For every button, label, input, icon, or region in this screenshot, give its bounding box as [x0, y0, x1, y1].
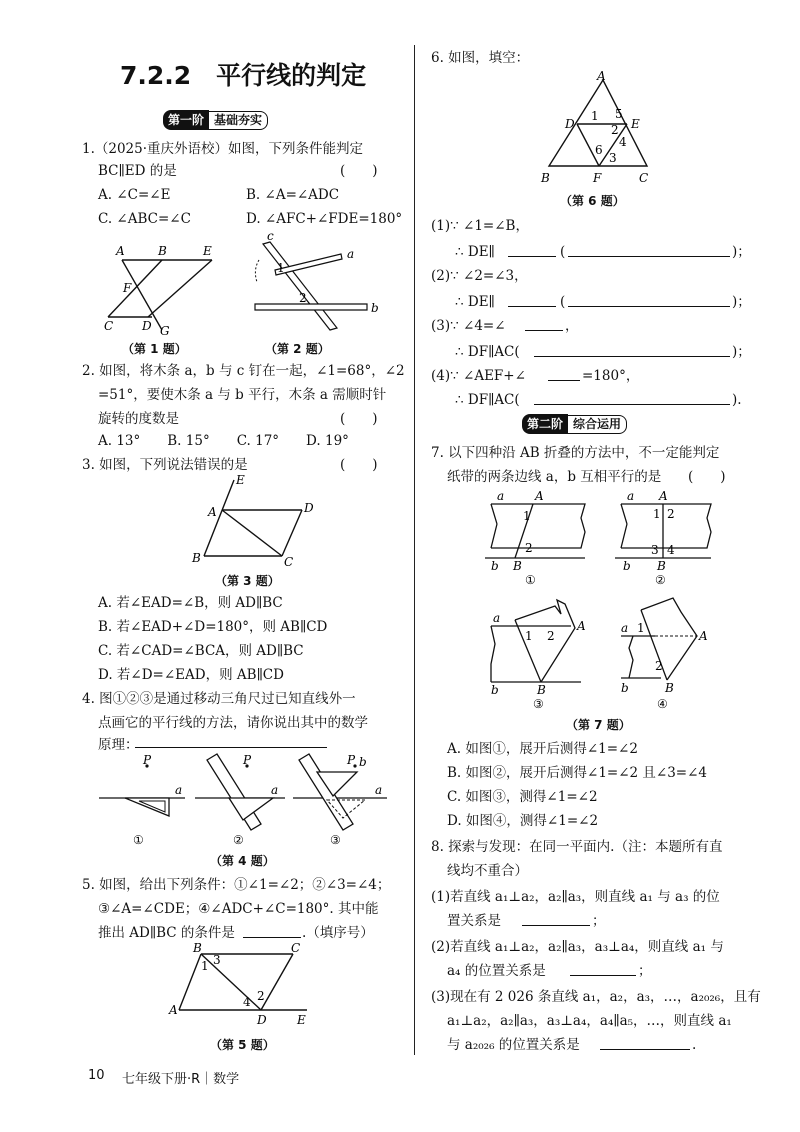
caption-q2: （第 2 题）	[265, 342, 330, 356]
svg-text:b: b	[621, 681, 629, 695]
svg-text:③: ③	[533, 697, 544, 710]
q6-part4-close-paren: ).	[732, 392, 742, 408]
svg-text:a: a	[493, 611, 501, 625]
svg-text:6: 6	[595, 143, 603, 157]
svg-text:4: 4	[619, 135, 627, 149]
svg-text:①: ①	[525, 573, 536, 587]
svg-text:a: a	[271, 783, 279, 797]
q6-part3-blank-angle[interactable]	[525, 330, 563, 331]
section-badge-left: 第一阶	[163, 110, 209, 130]
svg-text:4: 4	[667, 543, 675, 557]
svg-text:A: A	[577, 619, 586, 633]
q1-stem-line1: 1.（2025·重庆外语校）如图，下列条件能判定	[82, 141, 364, 157]
svg-text:1: 1	[591, 109, 599, 123]
q8-part2-line1: (2)若直线 a₁⊥a₂，a₂∥a₃，a₃⊥a₄，则直线 a₁ 与	[431, 939, 724, 955]
q7-option-d: D. 如图④，测得∠1=∠2	[447, 813, 599, 829]
svg-text:B: B	[657, 559, 666, 573]
q2-stem-line3: 旋转的度数是	[98, 411, 179, 427]
svg-text:B: B	[158, 244, 167, 258]
q8-part1-line1: (1)若直线 a₁⊥a₂，a₂∥a₃，则直线 a₁ 与 a₃ 的位	[431, 889, 720, 905]
svg-text:D: D	[304, 501, 314, 515]
svg-text:F: F	[593, 171, 602, 185]
svg-text:a: a	[347, 247, 355, 261]
q3-option-b: B. 若∠EAD+∠D=180°，则 AB∥CD	[98, 619, 328, 635]
q6-part1-conclusion: ∴ DE∥	[455, 244, 495, 260]
q7-stem-line1: 7. 以下四种沿 AB 折叠的方法中，不一定能判定	[431, 445, 720, 461]
q6-part3-conclusion: ∴ DF∥AC(	[455, 344, 520, 360]
q2-stem-line2: =51°，要使木条 a 与 b 平行，木条 a 需顺时针	[98, 387, 387, 403]
q1-option-a: A. ∠C=∠E	[98, 187, 171, 203]
q5-stem-line3-end: .（填序号）	[302, 925, 374, 941]
q8-part3-blank[interactable]	[600, 1049, 690, 1050]
q1-option-b: B. ∠A=∠ADC	[246, 187, 340, 203]
q7-option-a: A. 如图①，展开后测得∠1=∠2	[447, 741, 638, 757]
q2-options: A. 13° B. 15° C. 17° D. 19°	[98, 433, 349, 449]
svg-text:C: C	[284, 555, 294, 569]
q8-stem-line2: 线均不重合）	[447, 863, 528, 879]
svg-text:B: B	[193, 941, 202, 955]
column-divider	[414, 45, 415, 1055]
svg-text:B: B	[537, 683, 546, 697]
q7-option-c: C. 如图③，测得∠1=∠2	[447, 789, 598, 805]
svg-text:D: D	[565, 117, 575, 131]
q7-answer-paren: ( )	[688, 469, 726, 485]
svg-text:4: 4	[243, 995, 251, 1009]
svg-text:2: 2	[667, 507, 675, 521]
svg-text:b: b	[623, 559, 631, 573]
section-badge-basic	[163, 110, 268, 130]
q3-option-c: C. 若∠CAD=∠BCA，则 AD∥BC	[98, 643, 304, 659]
svg-text:D: D	[142, 319, 152, 333]
q6-stem: 6. 如图，填空：	[431, 50, 530, 66]
svg-text:B: B	[192, 551, 201, 565]
section-badge-right: 综合运用	[568, 415, 627, 434]
svg-text:c: c	[267, 230, 274, 243]
svg-text:C: C	[639, 171, 649, 185]
q6-part1-close-paren: )；	[732, 244, 751, 260]
svg-text:①: ①	[133, 833, 144, 847]
q6-part3-given: (3)∵ ∠4=∠	[431, 318, 506, 334]
q1-option-c: C. ∠ABC=∠C	[98, 211, 191, 227]
q5-stem-line1: 5. 如图，给出下列条件：①∠1=∠2；②∠3=∠4；	[82, 877, 391, 893]
svg-text:1: 1	[277, 261, 285, 275]
q6-part3-blank-reason[interactable]	[534, 356, 730, 357]
figure-q4	[95, 752, 395, 852]
q3-option-d: D. 若∠D=∠EAD，则 AB∥CD	[98, 667, 284, 683]
svg-text:3: 3	[213, 953, 221, 967]
q5-stem-line3: 推出 AD∥BC 的条件是	[98, 925, 235, 941]
caption-q4: （第 4 题）	[210, 854, 275, 868]
q1-answer-paren: ( )	[340, 163, 378, 179]
svg-text:A: A	[659, 489, 668, 503]
svg-text:C: C	[291, 941, 301, 955]
section-badge-left: 第二阶	[522, 414, 568, 434]
q4-stem-line3: 原理：	[98, 737, 139, 753]
svg-text:3: 3	[609, 151, 617, 165]
q6-part2-conclusion: ∴ DE∥	[455, 294, 495, 310]
q6-part3-comma: ，	[565, 318, 579, 334]
q5-stem-line2: ③∠A=∠CDE；④∠ADC+∠C=180°. 其中能	[98, 901, 379, 917]
page-number: 10	[88, 1068, 105, 1083]
svg-text:B: B	[513, 559, 522, 573]
q3-stem: 3. 如图，下列说法错误的是	[82, 457, 248, 473]
section-badge-applied	[522, 414, 627, 434]
q8-part2-blank[interactable]	[570, 975, 636, 976]
svg-text:b: b	[491, 559, 499, 573]
svg-text:E: E	[203, 244, 212, 258]
q2-answer-paren: ( )	[340, 411, 378, 427]
svg-text:b: b	[371, 301, 379, 315]
q3-answer-paren: ( )	[340, 457, 378, 473]
q8-part3-line3: 与 a₂₀₂₆ 的位置关系是	[447, 1037, 580, 1053]
svg-text:A: A	[116, 244, 125, 258]
page-title: 7.2.2 平行线的判定	[120, 61, 367, 90]
svg-text:D: D	[257, 1013, 267, 1027]
svg-text:3: 3	[651, 543, 659, 557]
q6-part1-blank-line[interactable]	[508, 256, 556, 257]
svg-text:2: 2	[655, 659, 663, 673]
q6-part4-conclusion: ∴ DF∥AC(	[455, 392, 520, 408]
svg-text:a: a	[627, 489, 635, 503]
svg-text:③: ③	[330, 833, 341, 847]
svg-text:A: A	[169, 1003, 178, 1017]
figure-q3	[180, 472, 320, 572]
q6-part2-open-paren: (	[560, 294, 566, 310]
svg-text:1: 1	[201, 959, 209, 973]
q6-part2-blank-reason[interactable]	[568, 306, 730, 307]
caption-q7: （第 7 题）	[566, 718, 631, 732]
svg-text:b: b	[491, 683, 499, 697]
svg-text:2: 2	[611, 123, 619, 137]
q6-part1-blank-reason[interactable]	[568, 256, 730, 257]
svg-text:A: A	[597, 70, 606, 83]
q6-part1-open-paren: (	[560, 244, 566, 260]
book-info: 七年级下册·R｜数学	[122, 1072, 240, 1087]
svg-text:a: a	[375, 783, 383, 797]
figure-q6	[535, 70, 665, 186]
q6-part4-blank-angle[interactable]	[548, 380, 580, 381]
svg-text:2: 2	[547, 629, 555, 643]
q6-part4-equals: =180°，	[582, 368, 640, 384]
q6-part1-given: (1)∵ ∠1=∠B，	[431, 218, 529, 234]
svg-text:A: A	[208, 505, 217, 519]
svg-text:2: 2	[525, 541, 533, 555]
svg-text:b: b	[359, 755, 367, 769]
svg-text:P: P	[143, 753, 152, 767]
q7-stem-line2: 纸带的两条边线 a，b 互相平行的是	[447, 469, 662, 485]
svg-text:④: ④	[657, 697, 668, 710]
svg-text:F: F	[123, 281, 132, 295]
q6-part2-blank-line[interactable]	[508, 306, 556, 307]
q8-part2-semicolon: ；	[638, 963, 652, 979]
figure-q1	[100, 242, 225, 337]
q6-part3-close-paren: )；	[732, 344, 751, 360]
q1-option-d: D. ∠AFC+∠FDE=180°	[246, 211, 403, 227]
figure-q2	[245, 230, 385, 345]
svg-text:E: E	[631, 117, 640, 131]
q8-part1-blank[interactable]	[522, 925, 590, 926]
section-badge-right: 基础夯实	[209, 111, 268, 130]
svg-text:2: 2	[299, 291, 307, 305]
q8-part1-semicolon: ；	[592, 913, 606, 929]
q4-stem-line2: 点画它的平行线的方法，请你说出其中的数学	[98, 715, 368, 731]
svg-text:P: P	[347, 753, 356, 767]
q1-stem-line2: BC∥ED 的是	[98, 163, 177, 179]
svg-text:2: 2	[257, 989, 265, 1003]
svg-text:a: a	[621, 621, 629, 635]
svg-text:a: a	[175, 783, 183, 797]
caption-q3: （第 3 题）	[215, 574, 280, 588]
svg-text:1: 1	[525, 629, 533, 643]
svg-text:a: a	[497, 489, 505, 503]
svg-text:E: E	[297, 1013, 306, 1027]
svg-text:C: C	[104, 319, 114, 333]
svg-text:A: A	[535, 489, 544, 503]
q8-part3-line2: a₁⊥a₂，a₂∥a₃，a₃⊥a₄，a₄∥a₅，…，则直线 a₁	[447, 1013, 732, 1029]
q2-stem-line1: 2. 如图，将木条 a，b 与 c 钉在一起，∠1=68°，∠2	[82, 363, 405, 379]
q7-option-b: B. 如图②，展开后测得∠1=∠2 且∠3=∠4	[447, 765, 708, 781]
svg-text:1: 1	[637, 621, 645, 635]
caption-q1: （第 1 题）	[122, 342, 187, 356]
svg-text:G: G	[160, 324, 170, 337]
caption-q5: （第 5 题）	[210, 1038, 275, 1052]
caption-q6: （第 6 题）	[560, 194, 625, 208]
q8-part1-line2: 置关系是	[447, 913, 501, 929]
svg-text:A: A	[699, 629, 708, 643]
svg-text:②: ②	[233, 833, 244, 847]
q4-stem-line1: 4. 图①②③是通过移动三角尺过已知直线外一	[82, 691, 356, 707]
q6-part4-given: (4)∵ ∠AEF+∠	[431, 368, 526, 384]
q8-part2-line2: a₄ 的位置关系是	[447, 963, 546, 979]
q8-part3-period: .	[692, 1037, 697, 1053]
q4-answer-blank[interactable]	[135, 747, 327, 748]
svg-text:B: B	[665, 681, 674, 695]
q5-answer-blank[interactable]	[243, 937, 301, 938]
svg-text:P: P	[243, 753, 252, 767]
svg-text:B: B	[541, 171, 550, 185]
svg-text:②: ②	[655, 573, 666, 587]
q6-part2-close-paren: )；	[732, 294, 751, 310]
svg-text:1: 1	[653, 507, 661, 521]
svg-text:5: 5	[615, 107, 623, 121]
svg-text:E: E	[236, 473, 245, 487]
q3-option-a: A. 若∠EAD=∠B，则 AD∥BC	[98, 595, 283, 611]
figure-q5	[165, 940, 315, 1030]
q8-part3-line1: (3)现在有 2 026 条直线 a₁，a₂，a₃，…，a₂₀₂₆，且有	[431, 989, 761, 1005]
q8-stem-line1: 8. 探索与发现：在同一平面内.（注：本题所有直	[431, 839, 723, 855]
figure-q7	[485, 488, 735, 710]
q6-part4-blank-reason[interactable]	[534, 404, 730, 405]
q6-part2-given: (2)∵ ∠2=∠3，	[431, 268, 528, 284]
svg-text:1: 1	[523, 509, 531, 523]
